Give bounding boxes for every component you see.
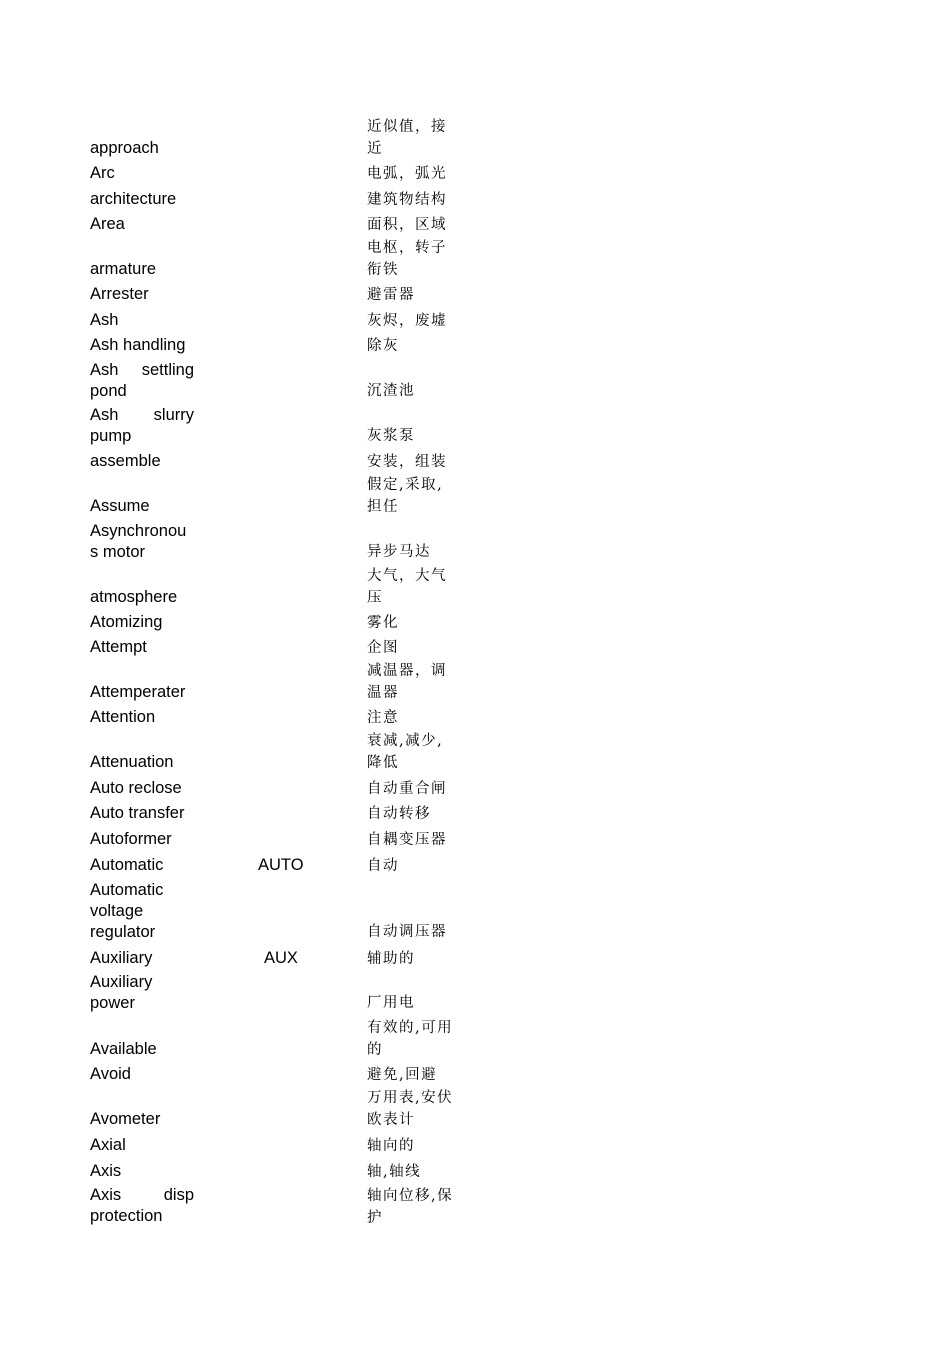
chinese-translation: 辅助的 (367, 951, 415, 967)
chinese-translation: 建筑物结构 (367, 192, 447, 208)
chinese-translation: 电弧，弧光 (367, 166, 447, 182)
glossary-entry (90, 880, 470, 945)
english-term: Asynchronous motor (90, 522, 187, 561)
chinese-translation: 自动重合闸 (367, 781, 447, 797)
chinese-translation: 轴,轴线 (367, 1164, 422, 1180)
english-term: Atomizing (90, 613, 163, 631)
english-term: assemble (90, 452, 161, 470)
chinese-translation: 面积，区域 (367, 217, 447, 233)
glossary-entry (90, 707, 470, 731)
chinese-translation: 企图 (367, 640, 399, 656)
abbreviation: AUX (264, 949, 298, 967)
glossary-entry (90, 660, 470, 706)
glossary-entry (90, 1087, 470, 1133)
glossary-entry (90, 730, 470, 776)
chinese-translation: 大气，大气压 (367, 568, 447, 606)
glossary-entry (90, 360, 470, 404)
english-term: Auxiliary power (90, 973, 153, 1012)
chinese-translation: 假定,采取,担任 (367, 477, 444, 515)
english-term: approach (90, 139, 159, 157)
glossary-entry (90, 612, 470, 636)
chinese-translation: 自耦变压器 (367, 832, 447, 848)
chinese-translation: 避雷器 (367, 287, 415, 303)
english-term: Autoformer (90, 830, 172, 848)
english-term: Automatic voltage regulator (90, 881, 164, 941)
english-term: atmosphere (90, 588, 178, 606)
english-term: Axis disp protection (90, 1186, 194, 1225)
chinese-translation: 除灰 (367, 338, 399, 354)
glossary-entry (90, 474, 470, 520)
glossary-entry (90, 778, 470, 802)
chinese-translation: 减温器，调温器 (367, 663, 447, 701)
english-term: Avoid (90, 1065, 131, 1083)
chinese-translation: 雾化 (367, 615, 399, 631)
chinese-translation: 万用表,安伏欧表计 (367, 1090, 454, 1128)
english-term: Ash handling (90, 336, 186, 354)
glossary-entry (90, 310, 470, 334)
abbreviation: AUTO (258, 856, 304, 874)
chinese-translation: 注意 (367, 710, 399, 726)
glossary-entry (90, 405, 470, 449)
glossary-entry (90, 637, 470, 661)
chinese-translation: 自动 (367, 858, 399, 874)
english-term: Attention (90, 708, 156, 726)
chinese-translation: 异步马达 (367, 544, 431, 560)
chinese-translation: 灰烬，废墟 (367, 313, 447, 329)
english-term: Avometer (90, 1110, 161, 1128)
english-term: Axial (90, 1136, 126, 1154)
glossary-entry (90, 803, 470, 827)
english-term: armature (90, 260, 157, 278)
english-term: Auto reclose (90, 779, 182, 797)
english-term: Ash (90, 311, 119, 329)
glossary-entry (90, 855, 470, 879)
glossary-entry (90, 1017, 470, 1063)
english-term: architecture (90, 190, 177, 208)
glossary-entry (90, 116, 470, 162)
glossary-entry (90, 565, 470, 611)
chinese-translation: 沉渣池 (367, 383, 415, 399)
glossary-entry (90, 1185, 470, 1231)
glossary-entry (90, 451, 470, 475)
glossary-entry (90, 214, 470, 238)
chinese-translation: 灰浆泵 (367, 428, 415, 444)
chinese-translation: 厂用电 (367, 995, 415, 1011)
chinese-translation: 有效的,可用的 (367, 1020, 454, 1058)
english-term: Axis (90, 1162, 122, 1180)
chinese-translation: 轴向的 (367, 1138, 415, 1154)
chinese-translation: 安装，组装 (367, 454, 447, 470)
glossary-entry (90, 335, 470, 359)
glossary-entry (90, 521, 470, 565)
chinese-translation: 衰减,减少,降低 (367, 733, 444, 771)
glossary-entry (90, 237, 470, 283)
glossary-entry (90, 163, 470, 187)
english-term: Attenuation (90, 753, 174, 771)
english-term: Attempt (90, 638, 147, 656)
glossary-entry (90, 1161, 470, 1185)
english-term: Ash slurry pump (90, 406, 194, 445)
english-term: Available (90, 1040, 157, 1058)
glossary-entry (90, 829, 470, 853)
chinese-translation: 近似值，接近 (367, 119, 447, 157)
english-term: Assume (90, 497, 150, 515)
english-term: Arrester (90, 285, 149, 303)
glossary-entry (90, 1135, 470, 1159)
chinese-translation: 自动调压器 (367, 924, 447, 940)
english-term: Attemperater (90, 683, 186, 701)
glossary-entry (90, 972, 470, 1016)
english-term: Arc (90, 164, 115, 182)
glossary-entry (90, 948, 470, 972)
chinese-translation: 避免,回避 (367, 1067, 438, 1083)
chinese-translation: 自动转移 (367, 806, 431, 822)
glossary-entry (90, 284, 470, 308)
english-term: Auxiliary (90, 949, 153, 967)
chinese-translation: 电枢，转子衔铁 (367, 240, 447, 278)
english-term: Auto transfer (90, 804, 185, 822)
glossary-entry (90, 189, 470, 213)
glossary-entry (90, 1064, 470, 1088)
chinese-translation: 轴向位移,保护 (367, 1188, 454, 1226)
english-term: Area (90, 215, 125, 233)
english-term: Automatic (90, 856, 164, 874)
english-term: Ash settling pond (90, 361, 194, 400)
